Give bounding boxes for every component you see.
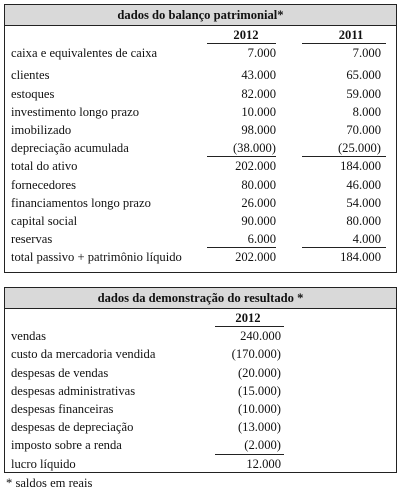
value-2011: 7.000: [352, 46, 381, 61]
year-2012-header: 2012: [233, 28, 259, 42]
table-row: [5, 230, 396, 248]
value-2011: 70.000: [346, 122, 381, 137]
year-2011-header: 2011: [338, 28, 364, 42]
value-2012: 80.000: [241, 177, 276, 192]
value-2012: 202.000: [235, 250, 276, 265]
value-2012: (15.000): [237, 383, 281, 398]
table-row: [5, 382, 396, 400]
value-2011: 184.000: [340, 250, 381, 265]
row-label: capital social: [11, 213, 78, 228]
balance-sheet-title: dados do balanço patrimonial*: [5, 5, 396, 26]
value-2012: 98.000: [241, 122, 276, 137]
table-row: [5, 194, 396, 212]
row-label: estoques: [11, 86, 55, 101]
year-header-row: [5, 26, 396, 44]
table-row: [5, 345, 396, 363]
row-label: imposto sobre a renda: [11, 438, 122, 453]
value-2012: 82.000: [241, 86, 276, 101]
table-row-total: [5, 248, 396, 266]
value-2012: (170.000): [231, 347, 281, 362]
table-row: [5, 103, 396, 121]
value-2012: 240.000: [240, 329, 281, 344]
row-label: despesas administrativas: [11, 383, 136, 398]
table-row: [5, 44, 396, 62]
value-2012: 26.000: [241, 195, 276, 210]
income-statement-title: dados da demonstração do resultado *: [5, 288, 396, 309]
value-2012: 10.000: [241, 104, 276, 119]
table-row: [5, 85, 396, 103]
value-2011: 59.000: [346, 86, 381, 101]
row-label: imobilizado: [11, 122, 72, 137]
value-2012: (20.000): [237, 365, 281, 380]
value-2011: 65.000: [346, 68, 381, 83]
table-row: [5, 66, 396, 84]
footnote: * saldos em reais: [6, 476, 93, 490]
value-2011: 4.000: [352, 232, 381, 247]
row-label: vendas: [11, 329, 46, 344]
year-header-row: [5, 309, 396, 327]
value-2011: 184.000: [340, 159, 381, 174]
value-2011: 8.000: [352, 104, 381, 119]
row-label: custo da mercadoria vendida: [11, 347, 156, 362]
value-2011: 80.000: [346, 213, 381, 228]
income-statement-table: [4, 287, 397, 473]
row-label: caixa e equivalentes de caixa: [11, 46, 158, 61]
value-2012: 6.000: [247, 232, 276, 247]
row-label: depreciação acumulada: [11, 141, 129, 156]
table-row: [5, 327, 396, 345]
row-label: lucro líquido: [11, 456, 76, 471]
value-2011: 46.000: [346, 177, 381, 192]
row-label: investimento longo prazo: [11, 104, 140, 119]
balance-sheet-table: [4, 4, 397, 273]
table-row: [5, 176, 396, 194]
year-2012-header: 2012: [235, 311, 261, 325]
table-row: [5, 400, 396, 418]
table-row: [5, 364, 396, 382]
row-label: despesas financeiras: [11, 401, 114, 416]
table-row-total: [5, 455, 396, 473]
table-row: [5, 139, 396, 157]
table-row: [5, 418, 396, 436]
value-2012: (10.000): [237, 401, 281, 416]
value-2011: 54.000: [346, 195, 381, 210]
value-2012: 43.000: [241, 68, 276, 83]
value-2012: 90.000: [241, 213, 276, 228]
value-2012: 7.000: [247, 46, 276, 61]
value-2011: (25.000): [337, 141, 381, 156]
table-row-total: [5, 157, 396, 175]
row-label: despesas de depreciação: [11, 420, 134, 435]
value-2012: 12.000: [246, 456, 281, 471]
table-row: [5, 121, 396, 139]
value-2012: (2.000): [244, 438, 281, 453]
value-2012: 202.000: [235, 159, 276, 174]
row-label: despesas de vendas: [11, 365, 109, 380]
row-label: reservas: [11, 232, 53, 247]
row-label: financiamentos longo prazo: [11, 195, 151, 210]
row-label: total do ativo: [11, 159, 78, 174]
value-2012: (38.000): [232, 141, 276, 156]
row-label: clientes: [11, 68, 50, 83]
table-row: [5, 212, 396, 230]
value-2012: (13.000): [237, 420, 281, 435]
row-label: total passivo + patrimônio líquido: [11, 250, 182, 265]
row-label: fornecedores: [11, 177, 77, 192]
table-row: [5, 436, 396, 454]
